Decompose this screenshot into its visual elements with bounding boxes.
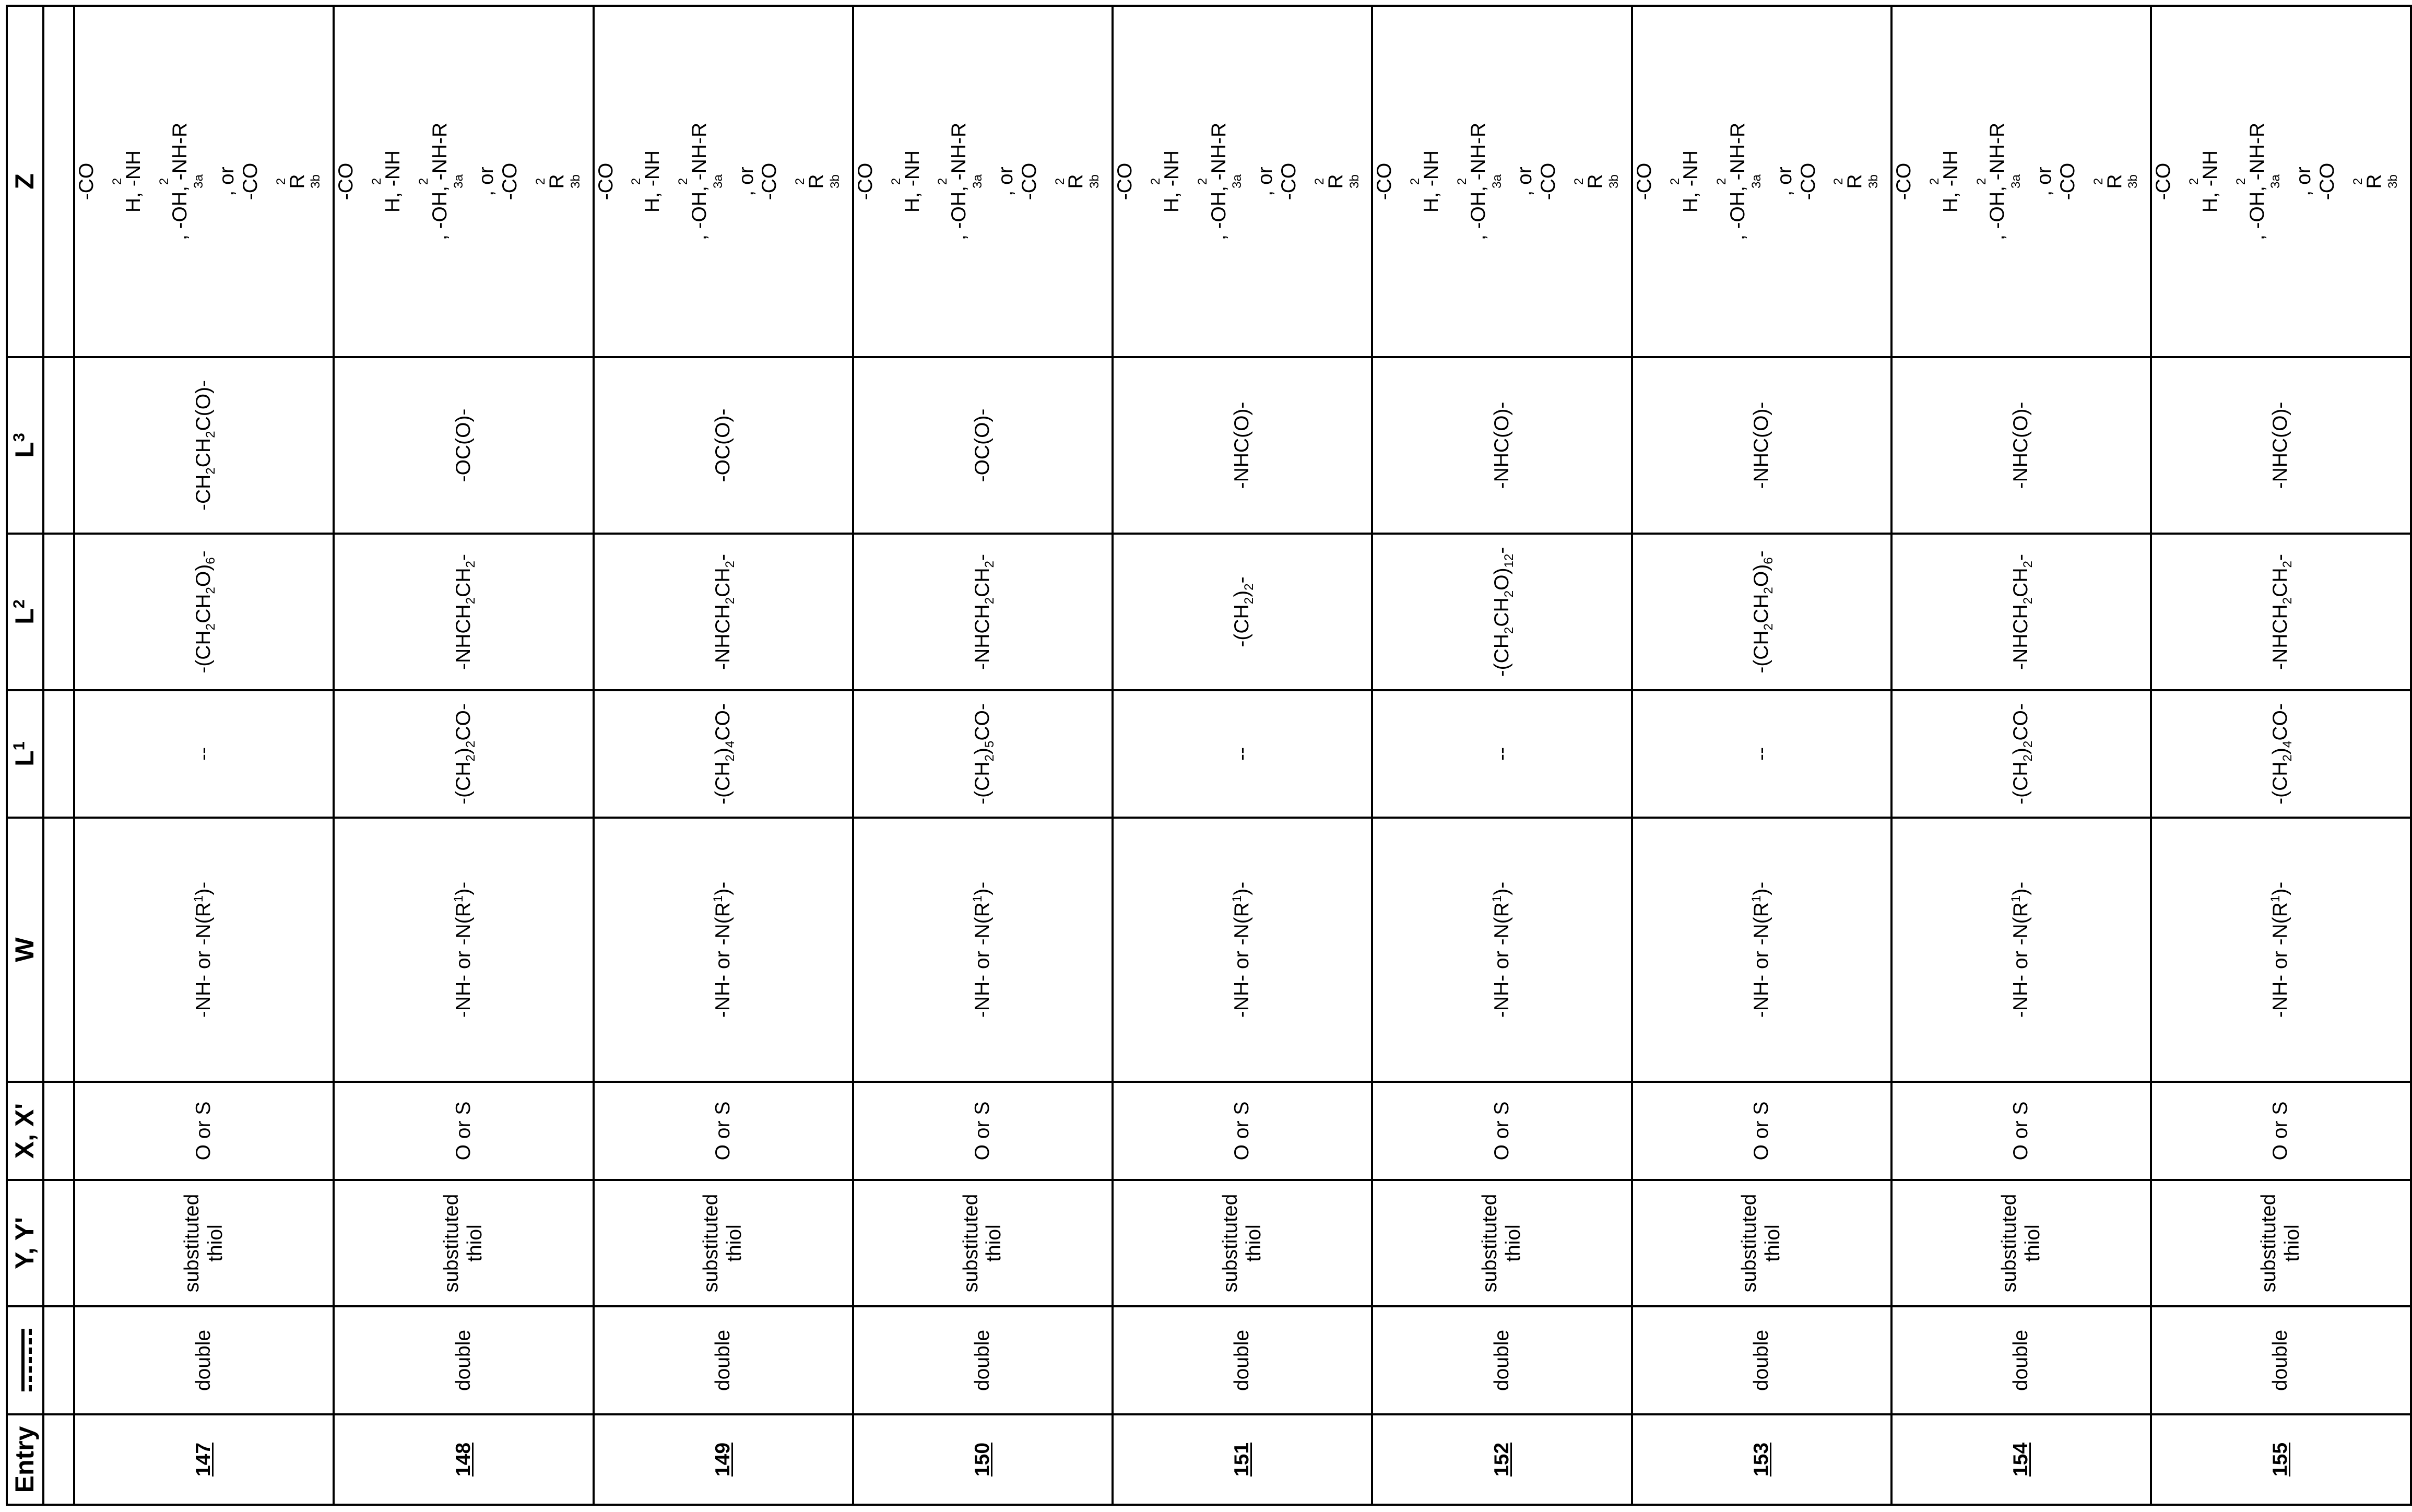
z-cell: -CO $_2$ H, -NH $_2$ , -OH, -NH-R $^{3a}$ , or -CO $_2$ R $^{3b}$ [1891,6,2151,357]
bond-cell: double [74,1306,334,1414]
table-row [1632,6,1891,1505]
x-cell: O or S [1891,1082,2151,1180]
table-row [853,6,1113,1505]
l3-cell: -OC(O)- [594,357,853,534]
l1-cell: $-(CH_2)_4CO-$ [594,690,853,818]
l2-cell: $-NHCH_2CH_2-$ [853,534,1113,690]
x-cell: O or S [853,1082,1113,1180]
header-row [7,6,43,1505]
entry-cell: 148 [334,1414,593,1505]
x-cell: O or S [1113,1082,1372,1180]
l3-cell: -NHC(O)- [1632,357,1891,534]
l1-cell: -- [1113,690,1372,818]
bond-cell: double [2151,1306,2410,1414]
y-cell: substituted thiol [2151,1180,2410,1306]
l2-cell: $-NHCH_2CH_2-$ [334,534,593,690]
z-cell: -CO $_2$ H, -NH $_2$ , -OH, -NH-R $^{3a}$ , or -CO $_2$ R $^{3b}$ [594,6,853,357]
y-cell: substituted thiol [1113,1180,1372,1306]
bond-cell: double [594,1306,853,1414]
w-cell: -NH- or $-N(R^1)-$ [853,818,1113,1082]
l2-cell: $-NHCH_2CH_2-$ [2151,534,2410,690]
z-cell: -CO $_2$ H, -NH $_2$ , -OH, -NH-R $^{3a}$ , or -CO $_2$ R $^{3b}$ [1372,6,1631,357]
l1-cell: -- [1632,690,1891,818]
l2-cell: $-NHCH_2CH_2-$ [1891,534,2151,690]
table-row [2151,6,2410,1505]
table-row [1113,6,1372,1505]
y-cell: substituted thiol [853,1180,1113,1306]
bond-cell: double [1372,1306,1631,1414]
l3-cell: $-CH_2CH_2C(O)-$ [74,357,334,534]
header-l1: $L^1$ [7,690,43,818]
entry-cell: 149 [594,1414,853,1505]
w-cell: -NH- or $-N(R^1)-$ [1372,818,1631,1082]
l3-cell: -NHC(O)- [1372,357,1631,534]
spacer-row [43,6,74,1505]
header-w: W [7,818,43,1082]
l1-cell: $-(CH_2)_2CO-$ [1891,690,2151,818]
l1-cell: $-(CH_2)_4CO-$ [2151,690,2410,818]
x-cell: O or S [74,1082,334,1180]
l2-cell: $-(CH_2CH_2O)_6-$ [74,534,334,690]
entry-cell: 152 [1372,1414,1631,1505]
bond-cell: double [1891,1306,2151,1414]
l1-cell: $-(CH_2)_2CO-$ [334,690,593,818]
l1-cell: -- [74,690,334,818]
bond-cell: double [1113,1306,1372,1414]
bond-cell: double [853,1306,1113,1414]
bond-cell: double [1632,1306,1891,1414]
bond-cell: double [334,1306,593,1414]
z-cell: -CO $_2$ H, -NH $_2$ , -OH, -NH-R $^{3a}$ , or -CO $_2$ R $^{3b}$ [1113,6,1372,357]
header-y: Y, Y' [7,1180,43,1306]
l1-cell: -- [1372,690,1631,818]
entry-cell: 154 [1891,1414,2151,1505]
entry-cell: 155 [2151,1414,2410,1505]
z-cell: -CO $_2$ H, -NH $_2$ , -OH, -NH-R $^{3a}$ , or -CO $_2$ R $^{3b}$ [334,6,593,357]
header-l2: $L^2$ [7,534,43,690]
y-cell: substituted thiol [1372,1180,1631,1306]
y-cell: substituted thiol [334,1180,593,1306]
header-bond [7,1306,43,1414]
w-cell: -NH- or $-N(R^1)-$ [2151,818,2410,1082]
header-x: X, X' [7,1082,43,1180]
x-cell: O or S [1372,1082,1631,1180]
w-cell: -NH- or $-N(R^1)-$ [1113,818,1372,1082]
header-entry: Entry [7,1414,43,1505]
w-cell: -NH- or $-N(R^1)-$ [74,818,334,1082]
header-z: Z [7,6,43,357]
l2-cell: $-NHCH_2CH_2-$ [594,534,853,690]
z-cell: -CO $_2$ H, -NH $_2$ , -OH, -NH-R $^{3a}$ , or -CO $_2$ R $^{3b}$ [1632,6,1891,357]
table-row [1891,6,2151,1505]
y-cell: substituted thiol [1632,1180,1891,1306]
table-row [334,6,593,1505]
z-cell: -CO $_2$ H, -NH $_2$ , -OH, -NH-R $^{3a}$ , or -CO $_2$ R $^{3b}$ [853,6,1113,357]
l3-cell: -NHC(O)- [1113,357,1372,534]
w-cell: -NH- or $-N(R^1)-$ [1891,818,2151,1082]
w-cell: -NH- or $-N(R^1)-$ [334,818,593,1082]
l3-cell: -NHC(O)- [2151,357,2410,534]
solid-dashed-bond-icon [21,1329,32,1392]
x-cell: O or S [594,1082,853,1180]
l3-cell: -OC(O)- [334,357,593,534]
x-cell: O or S [334,1082,593,1180]
l2-cell: $-(CH_2CH_2O)_6-$ [1632,534,1891,690]
compound-table [6,5,2412,1506]
w-cell: -NH- or $-N(R^1)-$ [1632,818,1891,1082]
y-cell: substituted thiol [594,1180,853,1306]
y-cell: substituted thiol [74,1180,334,1306]
l2-cell: $-(CH_2CH_2O)_{12}-$ [1372,534,1631,690]
entry-cell: 150 [853,1414,1113,1505]
x-cell: O or S [2151,1082,2410,1180]
l1-cell: $-(CH_2)_5CO-$ [853,690,1113,818]
z-cell: -CO $_2$ H, -NH $_2$ , -OH, -NH-R $^{3a}$ , or -CO $_2$ R $^{3b}$ [2151,6,2410,357]
rotated-table-container [6,7,2400,1506]
header-l3: $L^3$ [7,357,43,534]
table-row [1372,6,1631,1505]
z-cell: -CO $_2$ H, -NH $_2$ , -OH, -NH-R $^{3a}$ , or -CO $_2$ R $^{3b}$ [74,6,334,357]
y-cell: substituted thiol [1891,1180,2151,1306]
entry-cell: 147 [74,1414,334,1505]
entry-cell: 153 [1632,1414,1891,1505]
w-cell: -NH- or $-N(R^1)-$ [594,818,853,1082]
table-row [74,6,334,1505]
l3-cell: -OC(O)- [853,357,1113,534]
table-row [594,6,853,1505]
l3-cell: -NHC(O)- [1891,357,2151,534]
x-cell: O or S [1632,1082,1891,1180]
entry-cell: 151 [1113,1414,1372,1505]
l2-cell: $-(CH_2)_2-$ [1113,534,1372,690]
